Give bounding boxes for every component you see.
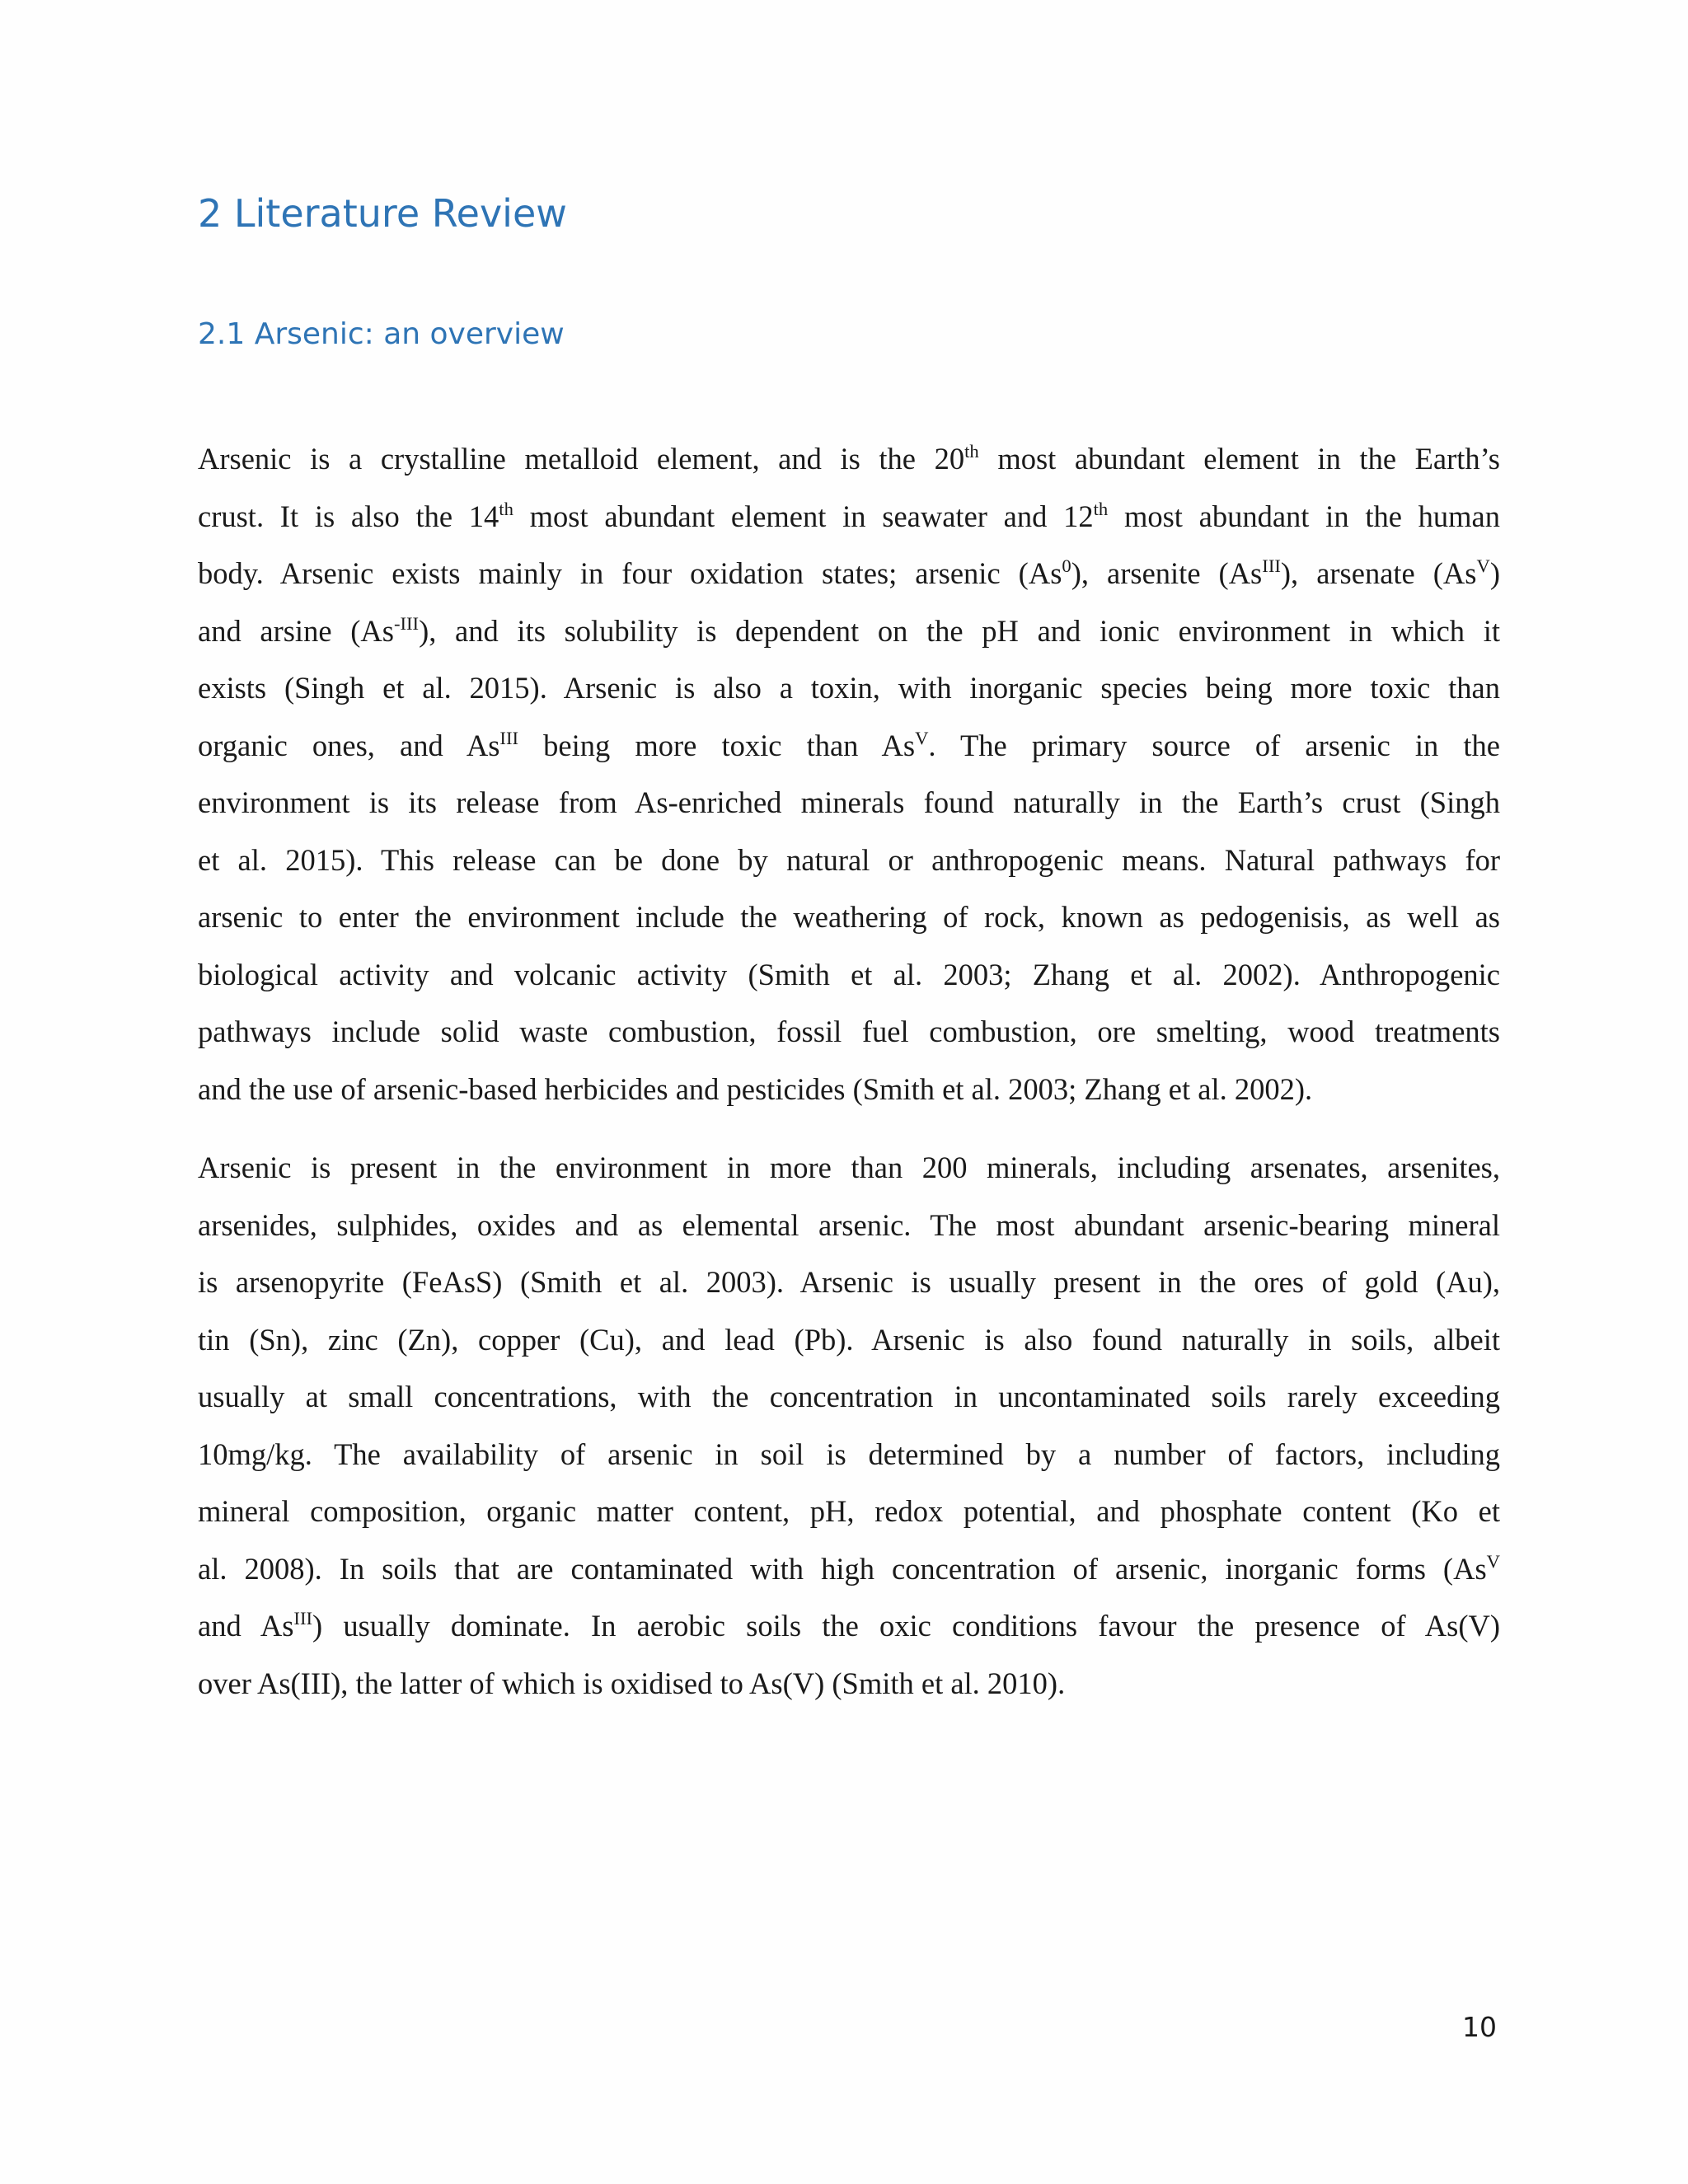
text-run: et al. 2015). This release can be done by natural or anthropogenic means. Natural pathways for [198, 842, 1500, 877]
text-line [198, 602, 1500, 660]
page-number: 10 [1462, 2011, 1497, 2043]
text-run: ), arsenite (As [1071, 556, 1263, 590]
text-run: exists (Singh et al. 2015). Arsenic is also a toxin, with inorganic species being more toxic than [198, 671, 1500, 705]
text-line [198, 1139, 1500, 1197]
superscript: 0 [1062, 555, 1071, 576]
text-line [198, 832, 1500, 889]
text-line [198, 1368, 1500, 1426]
text-line [198, 888, 1500, 946]
superscript: III [293, 1607, 313, 1629]
text-line [198, 1061, 1500, 1118]
text-line [198, 659, 1500, 717]
superscript: th [1093, 498, 1109, 519]
text-line [198, 1311, 1500, 1369]
text-run: Arsenic is present in the environment in more than 200 minerals, including arsenates, arsenites, [198, 1151, 1500, 1184]
text-run: being more toxic than As [518, 728, 916, 762]
superscript: III [499, 727, 519, 748]
text-run: organic ones, and As [198, 728, 500, 762]
text-run: body. Arsenic exists mainly in four oxidation states; arsenic (As [198, 556, 1062, 590]
text-line [198, 946, 1500, 1004]
text-line [198, 545, 1500, 602]
text-run: ), and its solubility is dependent on the pH and ionic environment in which it [419, 613, 1500, 648]
text-run: usually at small concentrations, with the concentration in uncontaminated soils rarely exceeding [198, 1380, 1500, 1413]
text-run: arsenides, sulphides, oxides and as elemental arsenic. The most abundant arsenic-bearing mineral [198, 1207, 1500, 1242]
text-line [198, 717, 1500, 775]
chapter-title: 2 Literature Review [198, 191, 567, 236]
text-line [198, 430, 1500, 488]
text-run: and As [198, 1609, 294, 1643]
text-run: is arsenopyrite (FeAsS) (Smith et al. 2003). Arsenic is usually present in the ores of gold (Au), [198, 1265, 1500, 1299]
text-run: ) [1489, 556, 1500, 590]
text-run: biological activity and volcanic activity (Smith et al. 2003; Zhang et al. 2002). Anthropogenic [198, 957, 1500, 991]
text-line [198, 488, 1500, 546]
superscript: III [1262, 555, 1281, 576]
text-run: most abundant element in seawater and 12 [513, 499, 1094, 533]
text-run: crust. It is also the 14 [198, 499, 499, 533]
text-line [198, 1003, 1500, 1061]
text-line [198, 1426, 1500, 1483]
text-run: most abundant in the human [1108, 499, 1500, 533]
body-paragraph [198, 1139, 1500, 1712]
section-title: 2.1 Arsenic: an overview [198, 317, 565, 351]
superscript: V [1476, 555, 1490, 576]
text-run: over As(III), the latter of which is oxidised to As(V) (Smith et al. 2010). [198, 1666, 1066, 1700]
text-run: mineral composition, organic matter content, pH, redox potential, and phosphate content (Ko et [198, 1494, 1500, 1528]
text-line [198, 1254, 1500, 1311]
text-line [198, 1655, 1500, 1713]
text-line [198, 1197, 1500, 1254]
text-line [198, 1597, 1500, 1655]
text-run: ), arsenate (As [1280, 556, 1477, 590]
text-run: . The primary source of arsenic in the [928, 728, 1500, 762]
body-paragraph [198, 430, 1500, 1118]
text-run: environment is its release from As-enriched minerals found naturally in the Earth’s crust (Singh [198, 785, 1500, 819]
text-run: most abundant element in the Earth’s [978, 442, 1500, 476]
text-run: and arsine (As [198, 613, 394, 648]
text-run: ) usually dominate. In aerobic soils the oxic conditions favour the presence of As(V) [312, 1609, 1501, 1643]
superscript: th [499, 498, 513, 519]
text-run: and the use of arsenic-based herbicides and pesticides (Smith et al. 2003; Zhang et al. 2002). [198, 1071, 1313, 1106]
text-run: al. 2008). In soils that are contaminated with high concentration of arsenic, inorganic forms (As [198, 1551, 1487, 1586]
text-run: Arsenic is a crystalline metalloid element, and is the 20 [198, 442, 965, 476]
superscript: -III [393, 612, 420, 634]
superscript: V [915, 727, 929, 748]
text-line [198, 774, 1500, 832]
text-run: tin (Sn), zinc (Zn), copper (Cu), and lead (Pb). Arsenic is also found naturally in soils, albeit [198, 1322, 1500, 1357]
text-run: 10mg/kg. The availability of arsenic in soil is determined by a number of factors, including [198, 1436, 1500, 1471]
text-run: pathways include solid waste combustion, fossil fuel combustion, ore smelting, wood treatments [198, 1015, 1500, 1048]
text-line [198, 1483, 1500, 1540]
superscript: th [964, 440, 979, 462]
text-run: arsenic to enter the environment include the weathering of rock, known as pedogenisis, as well as [198, 900, 1500, 934]
superscript: V [1486, 1550, 1500, 1572]
text-line [198, 1540, 1500, 1598]
